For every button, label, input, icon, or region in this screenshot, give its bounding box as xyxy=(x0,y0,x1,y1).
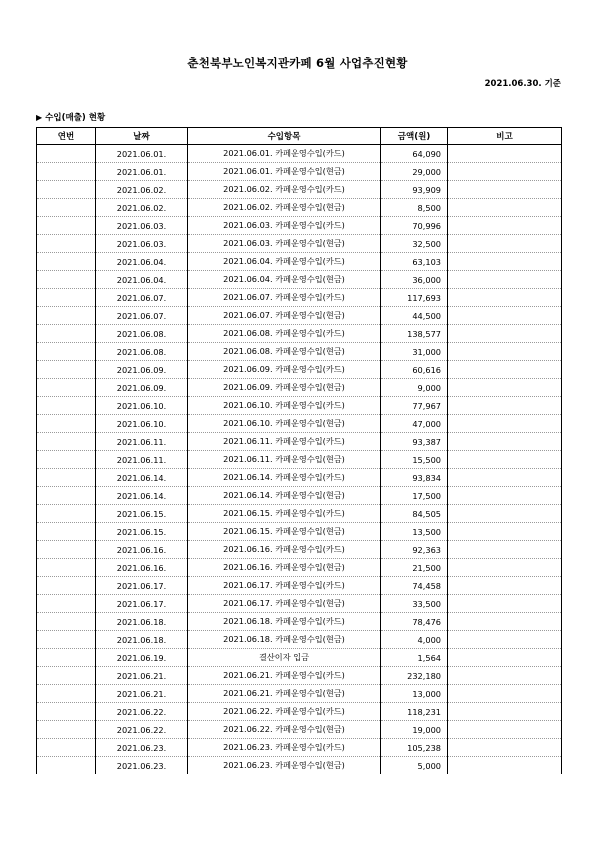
row-note xyxy=(448,721,562,739)
table-row xyxy=(37,199,562,217)
row-note xyxy=(448,703,562,721)
row-note xyxy=(448,163,562,181)
row-income-item: 2021.06.18. 카페운영수입(카드) xyxy=(188,613,381,631)
row-income-item: 2021.06.07. 카페운영수입(현금) xyxy=(188,307,381,325)
row-amount: 105,238 xyxy=(381,739,448,757)
row-note xyxy=(448,361,562,379)
table-row xyxy=(37,739,562,757)
row-note xyxy=(448,559,562,577)
table-row xyxy=(37,487,562,505)
row-amount: 64,090 xyxy=(381,145,448,163)
row-date: 2021.06.04. xyxy=(96,271,188,289)
table-row xyxy=(37,541,562,559)
row-income-item: 2021.06.03. 카페운영수입(현금) xyxy=(188,235,381,253)
row-number xyxy=(37,271,96,289)
row-income-item: 2021.06.08. 카페운영수입(카드) xyxy=(188,325,381,343)
row-number xyxy=(37,145,96,163)
row-income-item: 2021.06.11. 카페운영수입(현금) xyxy=(188,451,381,469)
row-note xyxy=(448,739,562,757)
row-note xyxy=(448,631,562,649)
row-note xyxy=(448,577,562,595)
row-date: 2021.06.23. xyxy=(96,757,188,775)
row-number xyxy=(37,451,96,469)
row-amount: 93,834 xyxy=(381,469,448,487)
table-row xyxy=(37,343,562,361)
row-amount: 44,500 xyxy=(381,307,448,325)
row-date: 2021.06.21. xyxy=(96,667,188,685)
table-row xyxy=(37,379,562,397)
row-number xyxy=(37,577,96,595)
row-number xyxy=(37,199,96,217)
row-date: 2021.06.17. xyxy=(96,577,188,595)
table-row xyxy=(37,613,562,631)
header-date: 날짜 xyxy=(96,128,188,145)
table-header-row xyxy=(37,128,562,145)
row-income-item: 2021.06.18. 카페운영수입(현금) xyxy=(188,631,381,649)
row-date: 2021.06.04. xyxy=(96,253,188,271)
row-amount: 15,500 xyxy=(381,451,448,469)
row-income-item: 2021.06.22. 카페운영수입(현금) xyxy=(188,721,381,739)
row-income-item: 2021.06.16. 카페운영수입(카드) xyxy=(188,541,381,559)
row-note xyxy=(448,181,562,199)
row-note xyxy=(448,253,562,271)
row-note xyxy=(448,649,562,667)
row-amount: 17,500 xyxy=(381,487,448,505)
row-note xyxy=(448,379,562,397)
table-row xyxy=(37,523,562,541)
row-income-item: 2021.06.04. 카페운영수입(카드) xyxy=(188,253,381,271)
table-row xyxy=(37,307,562,325)
row-number xyxy=(37,505,96,523)
row-income-item: 2021.06.17. 카페운영수입(카드) xyxy=(188,577,381,595)
table-row xyxy=(37,667,562,685)
row-note xyxy=(448,523,562,541)
row-number xyxy=(37,361,96,379)
row-amount: 5,000 xyxy=(381,757,448,775)
row-amount: 77,967 xyxy=(381,397,448,415)
row-date: 2021.06.01. xyxy=(96,163,188,181)
row-note xyxy=(448,145,562,163)
row-note xyxy=(448,469,562,487)
row-amount: 4,000 xyxy=(381,631,448,649)
table-row xyxy=(37,703,562,721)
row-income-item: 2021.06.23. 카페운영수입(카드) xyxy=(188,739,381,757)
row-date: 2021.06.03. xyxy=(96,217,188,235)
table-row xyxy=(37,721,562,739)
row-date: 2021.06.15. xyxy=(96,505,188,523)
row-note xyxy=(448,613,562,631)
row-income-item: 2021.06.23. 카페운영수입(현금) xyxy=(188,757,381,775)
row-note xyxy=(448,433,562,451)
table-row xyxy=(37,253,562,271)
row-date: 2021.06.08. xyxy=(96,343,188,361)
table-row xyxy=(37,757,562,775)
table-row xyxy=(37,451,562,469)
table-row xyxy=(37,433,562,451)
table-row xyxy=(37,361,562,379)
row-date: 2021.06.03. xyxy=(96,235,188,253)
section-heading xyxy=(36,111,105,123)
table-row xyxy=(37,469,562,487)
row-note xyxy=(448,397,562,415)
row-amount: 33,500 xyxy=(381,595,448,613)
row-note xyxy=(448,505,562,523)
row-amount: 31,000 xyxy=(381,343,448,361)
table-row xyxy=(37,325,562,343)
row-date: 2021.06.08. xyxy=(96,325,188,343)
row-amount: 78,476 xyxy=(381,613,448,631)
row-number xyxy=(37,307,96,325)
row-number xyxy=(37,325,96,343)
row-note xyxy=(448,595,562,613)
income-table xyxy=(36,127,562,774)
row-number xyxy=(37,433,96,451)
row-date: 2021.06.14. xyxy=(96,469,188,487)
row-date: 2021.06.16. xyxy=(96,559,188,577)
row-amount: 29,000 xyxy=(381,163,448,181)
row-amount: 63,103 xyxy=(381,253,448,271)
row-note xyxy=(448,325,562,343)
row-income-item: 2021.06.11. 카페운영수입(카드) xyxy=(188,433,381,451)
row-income-item: 2021.06.22. 카페운영수입(카드) xyxy=(188,703,381,721)
row-date: 2021.06.02. xyxy=(96,199,188,217)
row-note xyxy=(448,217,562,235)
row-income-item: 2021.06.10. 카페운영수입(현금) xyxy=(188,415,381,433)
row-amount: 32,500 xyxy=(381,235,448,253)
row-number xyxy=(37,595,96,613)
row-date: 2021.06.01. xyxy=(96,145,188,163)
row-note xyxy=(448,541,562,559)
table-row xyxy=(37,289,562,307)
row-income-item: 2021.06.01. 카페운영수입(현금) xyxy=(188,163,381,181)
row-number xyxy=(37,235,96,253)
row-number xyxy=(37,631,96,649)
row-amount: 84,505 xyxy=(381,505,448,523)
row-income-item: 2021.06.03. 카페운영수입(카드) xyxy=(188,217,381,235)
row-income-item: 2021.06.21. 카페운영수입(카드) xyxy=(188,667,381,685)
row-date: 2021.06.23. xyxy=(96,739,188,757)
row-income-item: 2021.06.08. 카페운영수입(현금) xyxy=(188,343,381,361)
row-date: 2021.06.17. xyxy=(96,595,188,613)
row-date: 2021.06.18. xyxy=(96,613,188,631)
table-row xyxy=(37,577,562,595)
row-amount: 92,363 xyxy=(381,541,448,559)
row-date: 2021.06.09. xyxy=(96,379,188,397)
table-row xyxy=(37,145,562,163)
row-amount: 138,577 xyxy=(381,325,448,343)
header-income-item: 수입항목 xyxy=(188,128,381,145)
row-date: 2021.06.10. xyxy=(96,397,188,415)
row-number xyxy=(37,181,96,199)
row-amount: 9,000 xyxy=(381,379,448,397)
row-income-item: 2021.06.02. 카페운영수입(카드) xyxy=(188,181,381,199)
table-row xyxy=(37,217,562,235)
row-number xyxy=(37,685,96,703)
table-row xyxy=(37,397,562,415)
row-amount: 8,500 xyxy=(381,199,448,217)
row-date: 2021.06.02. xyxy=(96,181,188,199)
row-date: 2021.06.22. xyxy=(96,703,188,721)
row-date: 2021.06.18. xyxy=(96,631,188,649)
row-income-item: 2021.06.15. 카페운영수입(현금) xyxy=(188,523,381,541)
row-income-item: 2021.06.10. 카페운영수입(카드) xyxy=(188,397,381,415)
row-number xyxy=(37,523,96,541)
document-title: 춘천북부노인복지관카페 6월 사업추진현황 xyxy=(187,56,408,70)
row-amount: 13,500 xyxy=(381,523,448,541)
row-number xyxy=(37,559,96,577)
row-income-item: 2021.06.09. 카페운영수입(현금) xyxy=(188,379,381,397)
row-note xyxy=(448,289,562,307)
row-note xyxy=(448,343,562,361)
row-number xyxy=(37,289,96,307)
row-date: 2021.06.21. xyxy=(96,685,188,703)
row-note xyxy=(448,415,562,433)
row-amount: 117,693 xyxy=(381,289,448,307)
table-row xyxy=(37,235,562,253)
row-amount: 13,000 xyxy=(381,685,448,703)
row-note xyxy=(448,451,562,469)
row-number xyxy=(37,469,96,487)
table-row xyxy=(37,163,562,181)
row-number xyxy=(37,613,96,631)
row-amount: 118,231 xyxy=(381,703,448,721)
row-number xyxy=(37,703,96,721)
table-row xyxy=(37,631,562,649)
row-amount: 47,000 xyxy=(381,415,448,433)
row-date: 2021.06.11. xyxy=(96,451,188,469)
row-number xyxy=(37,379,96,397)
row-date: 2021.06.10. xyxy=(96,415,188,433)
row-amount: 232,180 xyxy=(381,667,448,685)
row-number xyxy=(37,649,96,667)
row-number xyxy=(37,253,96,271)
table-row xyxy=(37,181,562,199)
row-amount: 70,996 xyxy=(381,217,448,235)
table-row xyxy=(37,271,562,289)
row-number xyxy=(37,217,96,235)
row-date: 2021.06.16. xyxy=(96,541,188,559)
row-income-item: 2021.06.04. 카페운영수입(현금) xyxy=(188,271,381,289)
row-amount: 60,616 xyxy=(381,361,448,379)
row-note xyxy=(448,685,562,703)
row-number xyxy=(37,487,96,505)
header-number: 연번 xyxy=(37,128,96,145)
row-number xyxy=(37,739,96,757)
header-note: 비고 xyxy=(448,128,562,145)
row-note xyxy=(448,307,562,325)
row-amount: 21,500 xyxy=(381,559,448,577)
row-date: 2021.06.14. xyxy=(96,487,188,505)
row-income-item: 2021.06.21. 카페운영수입(현금) xyxy=(188,685,381,703)
row-number xyxy=(37,415,96,433)
row-amount: 1,564 xyxy=(381,649,448,667)
row-note xyxy=(448,667,562,685)
table-row xyxy=(37,595,562,613)
section-title: 수입(매출) 현황 xyxy=(45,113,106,123)
row-income-item: 2021.06.16. 카페운영수입(현금) xyxy=(188,559,381,577)
table-row xyxy=(37,649,562,667)
row-date: 2021.06.09. xyxy=(96,361,188,379)
row-date: 2021.06.15. xyxy=(96,523,188,541)
row-amount: 74,458 xyxy=(381,577,448,595)
row-date: 2021.06.19. xyxy=(96,649,188,667)
row-number xyxy=(37,163,96,181)
row-number xyxy=(37,397,96,415)
row-note xyxy=(448,271,562,289)
table-row xyxy=(37,559,562,577)
row-number xyxy=(37,541,96,559)
row-income-item: 결산이자 입금 xyxy=(188,649,381,667)
row-date: 2021.06.22. xyxy=(96,721,188,739)
row-note xyxy=(448,487,562,505)
row-number xyxy=(37,721,96,739)
row-amount: 93,387 xyxy=(381,433,448,451)
row-income-item: 2021.06.15. 카페운영수입(카드) xyxy=(188,505,381,523)
table-row xyxy=(37,505,562,523)
basis-date: 2021.06.30. 기준 xyxy=(484,79,561,89)
row-amount: 19,000 xyxy=(381,721,448,739)
row-income-item: 2021.06.02. 카페운영수입(현금) xyxy=(188,199,381,217)
row-number xyxy=(37,757,96,775)
row-income-item: 2021.06.01. 카페운영수입(카드) xyxy=(188,145,381,163)
row-income-item: 2021.06.17. 카페운영수입(현금) xyxy=(188,595,381,613)
row-income-item: 2021.06.14. 카페운영수입(카드) xyxy=(188,469,381,487)
row-income-item: 2021.06.14. 카페운영수입(현금) xyxy=(188,487,381,505)
triangle-bullet-icon: ▶ xyxy=(36,113,43,122)
table-row xyxy=(37,685,562,703)
table-row xyxy=(37,415,562,433)
row-amount: 36,000 xyxy=(381,271,448,289)
row-income-item: 2021.06.07. 카페운영수입(카드) xyxy=(188,289,381,307)
row-income-item: 2021.06.09. 카페운영수입(카드) xyxy=(188,361,381,379)
row-note xyxy=(448,199,562,217)
row-number xyxy=(37,667,96,685)
row-date: 2021.06.07. xyxy=(96,307,188,325)
row-number xyxy=(37,343,96,361)
row-amount: 93,909 xyxy=(381,181,448,199)
row-note xyxy=(448,757,562,775)
row-date: 2021.06.07. xyxy=(96,289,188,307)
header-amount: 금액(원) xyxy=(381,128,448,145)
row-note xyxy=(448,235,562,253)
row-date: 2021.06.11. xyxy=(96,433,188,451)
